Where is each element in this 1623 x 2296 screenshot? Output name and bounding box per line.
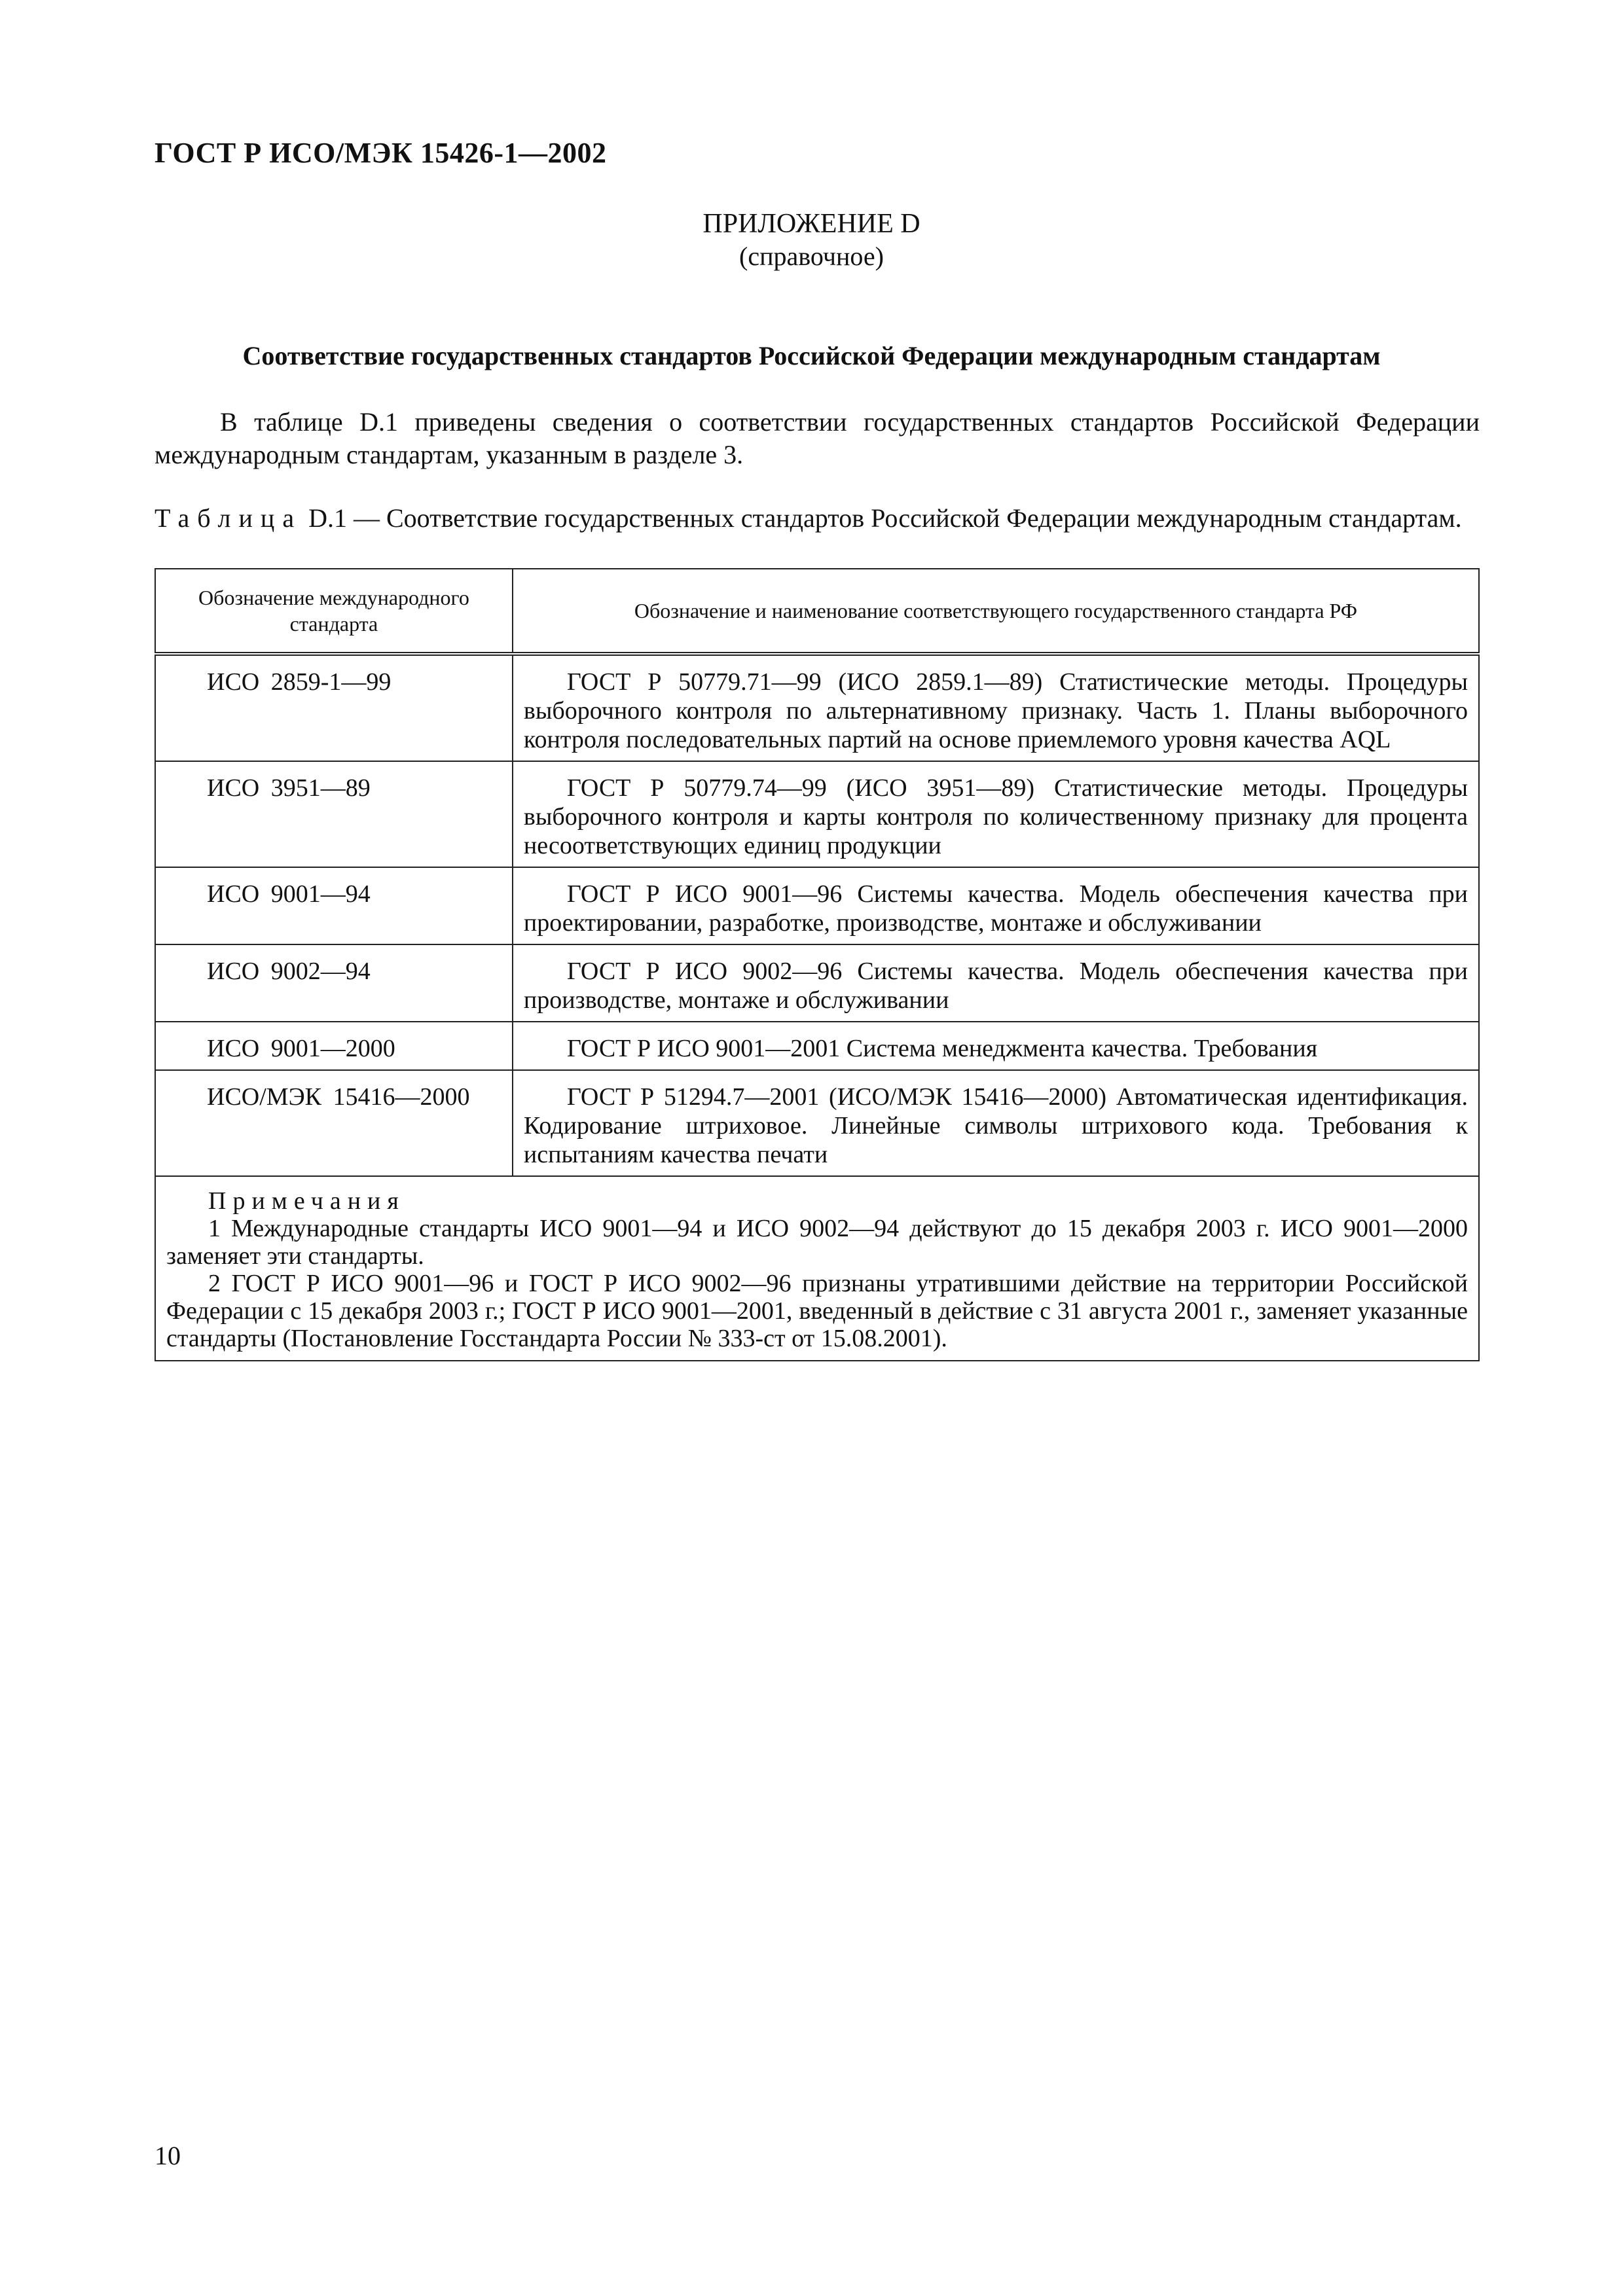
table-row [155,1070,1479,1176]
international-code-cell: ИСО 9002—94 [155,944,513,1022]
table-caption [155,504,1480,533]
page-number: 10 [155,2141,181,2170]
header-national-standard: Обозначение и наименование соответствующего государственного стандарта РФ [513,569,1479,654]
national-standard-cell: ГОСТ Р 51294.7—2001 (ИСО/МЭК 15416—2000) Автоматическая идентификация. Кодирование штриховое. Линейные символы штрихового кода. Требования к испытаниям качества печати [513,1070,1479,1176]
table-header-row [155,569,1479,654]
table-caption-label: Таблица [155,503,302,533]
standard-header: ГОСТ Р ИСО/МЭК 15426-1—2002 [155,137,607,169]
national-standard-cell: ГОСТ Р ИСО 9001—2001 Система менеджмента качества. Требования [513,1022,1479,1070]
national-standard-cell: ГОСТ Р ИСО 9002—96 Системы качества. Модель обеспечения качества при производстве, монтаже и обслуживании [513,944,1479,1022]
header-international-standard: Обозначение международного стандарта [155,569,513,654]
appendix-subtitle: (справочное) [739,242,884,271]
table-row [155,867,1479,944]
table-caption-text: D.1 — Соответствие государственных стандартов Российской Федерации международным стандартам. [308,503,1462,533]
table-row [155,944,1479,1022]
intro-paragraph: В таблице D.1 приведены сведения о соответствии государственных стандартов Российской Федерации международным стандартам, указанным в разделе 3. [155,407,1480,469]
table-row [155,761,1479,867]
international-code-cell: ИСО/МЭК 15416—2000 [155,1070,513,1176]
note-item: 2 ГОСТ Р ИСО 9001—96 и ГОСТ Р ИСО 9002—96 признаны утратившими действие на территории Российской Федерации с 15 декабря 2003 г.; ГОСТ Р ИСО 9001—2001, введенный в действие с 31 августа 2001 г., заменяет указанные стандарты (Постановление Госстандарта России № 333-ст от 15.08.2001). [166,1270,1468,1352]
international-code-cell: ИСО 2859-1—99 [155,654,513,761]
appendix-title: ПРИЛОЖЕНИЕ D [702,209,921,239]
correspondence-table [155,568,1480,1361]
international-code-cell: ИСО 3951—89 [155,761,513,867]
international-code-cell: ИСО 9001—94 [155,867,513,944]
notes-cell [155,1176,1479,1361]
national-standard-cell: ГОСТ Р 50779.71—99 (ИСО 2859.1—89) Статистические методы. Процедуры выборочного контроля по альтернативному признаку. Часть 1. Планы выборочного контроля последовательных партий на основе приемлемого уровня качества AQL [513,654,1479,761]
table-row [155,654,1479,761]
international-code-cell: ИСО 9001—2000 [155,1022,513,1070]
section-title: Соответствие государственных стандартов Российской Федерации международным стандартам [242,341,1381,370]
note-item: 1 Международные стандарты ИСО 9001—94 и ИСО 9002—94 действуют до 15 декабря 2003 г. ИСО 9001—2000 заменяет эти стандарты. [166,1215,1468,1270]
notes-title: Примечания [208,1187,405,1215]
appendix-heading [0,207,1623,272]
table-row [155,1022,1479,1070]
notes-row [155,1176,1479,1361]
national-standard-cell: ГОСТ Р 50779.74—99 (ИСО 3951—89) Статистические методы. Процедуры выборочного контроля и карты контроля по количественному признаку для процента несоответствующих единиц продукции [513,761,1479,867]
national-standard-cell: ГОСТ Р ИСО 9001—96 Системы качества. Модель обеспечения качества при проектировании, разработке, производстве, монтаже и обслуживании [513,867,1479,944]
